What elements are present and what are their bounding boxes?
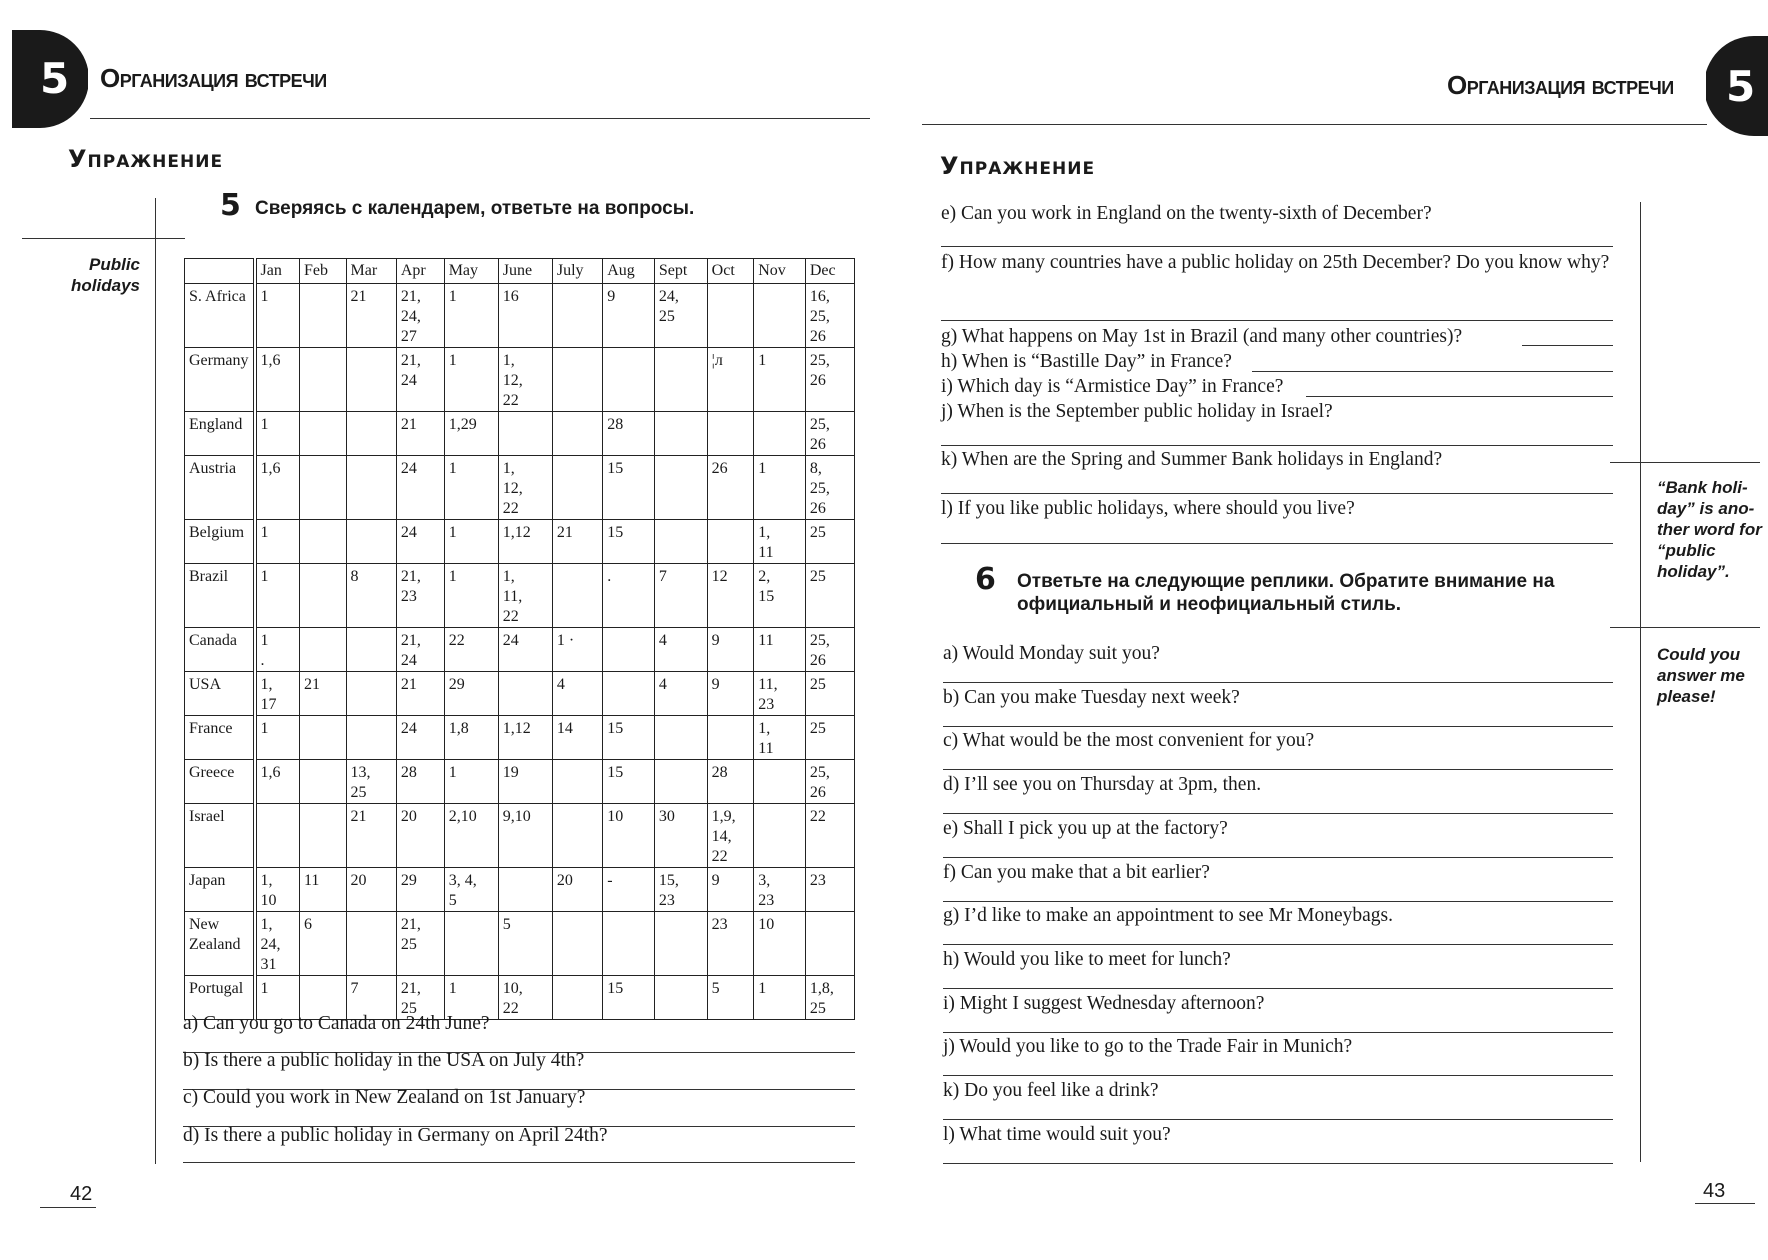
page-number-rule-left bbox=[40, 1207, 96, 1208]
holiday-dates-cell bbox=[346, 348, 396, 412]
holiday-dates-cell: 1 bbox=[255, 284, 300, 348]
holiday-dates-cell: 2, 15 bbox=[754, 564, 806, 628]
country-cell: Canada bbox=[185, 628, 255, 672]
holiday-dates-cell: 7 bbox=[654, 564, 707, 628]
holiday-dates-cell bbox=[654, 976, 707, 1020]
header-rule-left bbox=[90, 118, 870, 119]
country-cell: Germany bbox=[185, 348, 255, 412]
country-cell: Brazil bbox=[185, 564, 255, 628]
holiday-dates-cell bbox=[346, 912, 396, 976]
header-rule-right bbox=[922, 124, 1707, 125]
month-header: Oct bbox=[707, 259, 754, 284]
holiday-dates-cell: 29 bbox=[444, 672, 498, 716]
holiday-dates-cell: 12 bbox=[707, 564, 754, 628]
holiday-dates-cell bbox=[299, 412, 346, 456]
margin-divider-right bbox=[1640, 202, 1641, 1162]
holiday-dates-cell bbox=[654, 912, 707, 976]
month-header: July bbox=[552, 259, 602, 284]
holiday-dates-cell: 15 bbox=[603, 716, 655, 760]
month-header: Aug bbox=[603, 259, 655, 284]
holiday-dates-cell: 25 bbox=[805, 564, 854, 628]
country-cell: Portugal bbox=[185, 976, 255, 1020]
holiday-dates-cell bbox=[498, 868, 552, 912]
reply-prompt: i) Might I suggest Wednesday afternoon? bbox=[943, 992, 1265, 1014]
reply-prompt: j) Would you like to go to the Trade Fair in Munich? bbox=[943, 1036, 1353, 1058]
holiday-dates-cell: 16, 25, 26 bbox=[805, 284, 854, 348]
holiday-dates-cell: 6 bbox=[299, 912, 346, 976]
holiday-dates-cell bbox=[255, 804, 300, 868]
holiday-dates-cell: 25, 26 bbox=[805, 412, 854, 456]
holiday-dates-cell: 25, 26 bbox=[805, 348, 854, 412]
table-row bbox=[185, 628, 855, 672]
holiday-dates-cell: 1,9, 14, 22 bbox=[707, 804, 754, 868]
country-cell: Japan bbox=[185, 868, 255, 912]
holiday-dates-cell: 9 bbox=[707, 628, 754, 672]
holiday-dates-cell bbox=[299, 804, 346, 868]
holiday-dates-cell: 15 bbox=[603, 760, 655, 804]
question-d: d) Is there a public holiday in Germany on April 24th? bbox=[183, 1125, 608, 1146]
holiday-dates-cell bbox=[552, 912, 602, 976]
answer-line-l[interactable] bbox=[941, 543, 1613, 544]
holiday-dates-cell bbox=[299, 628, 346, 672]
holiday-dates-cell bbox=[603, 628, 655, 672]
month-header: Dec bbox=[805, 259, 854, 284]
holiday-dates-cell: 21 bbox=[346, 284, 396, 348]
holiday-dates-cell bbox=[603, 912, 655, 976]
holiday-dates-cell bbox=[346, 520, 396, 564]
holiday-dates-cell bbox=[552, 804, 602, 868]
holiday-dates-cell: 1,6 bbox=[255, 760, 300, 804]
holiday-dates-cell bbox=[707, 412, 754, 456]
holiday-dates-cell bbox=[552, 760, 602, 804]
holiday-dates-cell bbox=[552, 412, 602, 456]
holiday-dates-cell: 26 bbox=[707, 456, 754, 520]
month-header: Feb bbox=[299, 259, 346, 284]
answer-line-k[interactable] bbox=[941, 493, 1613, 494]
reply-prompt: c) What would be the most convenient for you? bbox=[943, 730, 1315, 752]
holiday-dates-cell: 7 bbox=[346, 976, 396, 1020]
table-row bbox=[185, 412, 855, 456]
holiday-dates-cell: 1 bbox=[754, 348, 806, 412]
holiday-dates-cell: 5 bbox=[498, 912, 552, 976]
instruction-text-5: Сверяясь с календарем, ответьте на вопросы. bbox=[255, 198, 695, 219]
table-row bbox=[185, 564, 855, 628]
holiday-dates-cell: 1,29 bbox=[444, 412, 498, 456]
holiday-dates-cell bbox=[346, 672, 396, 716]
holiday-dates-cell: 8 bbox=[346, 564, 396, 628]
holiday-dates-cell: 30 bbox=[654, 804, 707, 868]
reply-prompt: h) Would you like to meet for lunch? bbox=[943, 948, 1231, 970]
holiday-dates-cell: 28 bbox=[707, 760, 754, 804]
holiday-dates-cell: 21, 24, 27 bbox=[396, 284, 444, 348]
holiday-dates-cell bbox=[498, 412, 552, 456]
holiday-dates-cell: 15 bbox=[603, 456, 655, 520]
holiday-dates-cell: 29 bbox=[396, 868, 444, 912]
country-cell: S. Africa bbox=[185, 284, 255, 348]
holiday-dates-cell: 1,6 bbox=[255, 348, 300, 412]
holiday-dates-cell: 14 bbox=[552, 716, 602, 760]
answer-line-h[interactable] bbox=[1252, 371, 1613, 372]
holiday-dates-cell bbox=[654, 412, 707, 456]
holiday-dates-cell bbox=[707, 520, 754, 564]
holiday-dates-cell bbox=[552, 976, 602, 1020]
margin-rule-right-1 bbox=[1610, 462, 1760, 463]
month-header: Mar bbox=[346, 259, 396, 284]
holiday-dates-cell bbox=[299, 284, 346, 348]
margin-note-public-holidays: Public holidays bbox=[71, 255, 140, 295]
holiday-dates-cell bbox=[754, 804, 806, 868]
holiday-dates-cell bbox=[754, 412, 806, 456]
reply-answer-line[interactable] bbox=[943, 1163, 1613, 1164]
holiday-dates-cell bbox=[552, 348, 602, 412]
holiday-dates-cell bbox=[346, 628, 396, 672]
holiday-dates-cell: 1, 11 bbox=[754, 716, 806, 760]
margin-note-bank-holiday: “Bank holi-day” is ano-ther word for “public holiday”. bbox=[1657, 478, 1762, 581]
holiday-dates-cell: - bbox=[603, 868, 655, 912]
holiday-dates-cell: 1 bbox=[255, 564, 300, 628]
holiday-dates-cell: 21 bbox=[552, 520, 602, 564]
answer-line-d[interactable] bbox=[183, 1162, 855, 1163]
reply-prompt: b) Can you make Tuesday next week? bbox=[943, 686, 1240, 708]
holiday-dates-cell: 20 bbox=[346, 868, 396, 912]
exercise-heading-right: Упражнение bbox=[940, 152, 1096, 180]
holiday-dates-cell: 21, 25 bbox=[396, 976, 444, 1020]
holiday-dates-cell: 1 bbox=[444, 520, 498, 564]
holiday-dates-cell bbox=[299, 348, 346, 412]
holiday-dates-cell: 9,10 bbox=[498, 804, 552, 868]
holiday-dates-cell: 3, 4, 5 bbox=[444, 868, 498, 912]
page-number-left: 42 bbox=[70, 1183, 93, 1205]
reply-prompt: g) I’d like to make an appointment to see Mr Moneybags. bbox=[943, 905, 1394, 927]
holiday-dates-cell bbox=[707, 716, 754, 760]
holiday-dates-cell: 8, 25, 26 bbox=[805, 456, 854, 520]
table-row bbox=[185, 348, 855, 412]
chapter-number-right: 5 bbox=[1726, 62, 1756, 111]
table-row bbox=[185, 760, 855, 804]
holiday-dates-cell: 1 bbox=[444, 284, 498, 348]
holiday-dates-cell: 1,12 bbox=[498, 716, 552, 760]
holiday-dates-cell: 3, 23 bbox=[754, 868, 806, 912]
holiday-dates-cell: 11, 23 bbox=[754, 672, 806, 716]
holiday-dates-cell: 1 bbox=[754, 456, 806, 520]
holiday-dates-cell: 15, 23 bbox=[654, 868, 707, 912]
holiday-dates-cell: 20 bbox=[552, 868, 602, 912]
holiday-dates-cell: 25, 26 bbox=[805, 760, 854, 804]
instruction-number-6: 6 bbox=[975, 562, 996, 597]
country-cell: France bbox=[185, 716, 255, 760]
reply-prompt: e) Shall I pick you up at the factory? bbox=[943, 817, 1228, 839]
question-j: j) When is the September public holiday in Israel? bbox=[941, 401, 1333, 422]
holiday-dates-cell: 4 bbox=[654, 628, 707, 672]
table-header-row bbox=[185, 259, 855, 284]
question-h: h) When is “Bastille Day” in France? bbox=[941, 351, 1232, 372]
country-cell: Belgium bbox=[185, 520, 255, 564]
answer-line-i[interactable] bbox=[1306, 396, 1613, 397]
holiday-dates-cell bbox=[654, 716, 707, 760]
question-l: l) If you like public holidays, where should you live? bbox=[941, 498, 1355, 519]
holiday-dates-cell: 11 bbox=[299, 868, 346, 912]
holiday-dates-cell: 1 bbox=[255, 716, 300, 760]
margin-rule-left bbox=[22, 238, 185, 239]
holiday-dates-cell: 4 bbox=[654, 672, 707, 716]
holiday-dates-cell: 21 bbox=[346, 804, 396, 868]
holiday-dates-cell: 21 bbox=[396, 412, 444, 456]
holiday-dates-cell: 1 bbox=[444, 976, 498, 1020]
question-a: a) Can you go to Canada on 24th June? bbox=[183, 1013, 490, 1034]
table-row bbox=[185, 456, 855, 520]
holiday-dates-cell: 21, 25 bbox=[396, 912, 444, 976]
margin-rule-right-2 bbox=[1610, 627, 1760, 628]
holiday-dates-cell: 13, 25 bbox=[346, 760, 396, 804]
holiday-dates-cell: 1, 11 bbox=[754, 520, 806, 564]
holiday-dates-cell: 1,12 bbox=[498, 520, 552, 564]
holiday-dates-cell: 15 bbox=[603, 520, 655, 564]
holiday-dates-cell bbox=[654, 456, 707, 520]
month-header: Sept bbox=[654, 259, 707, 284]
holiday-dates-cell: 1 bbox=[754, 976, 806, 1020]
holiday-dates-cell bbox=[707, 284, 754, 348]
holiday-dates-cell: 28 bbox=[603, 412, 655, 456]
holiday-dates-cell: 1,8, 25 bbox=[805, 976, 854, 1020]
holiday-dates-cell: 1 bbox=[255, 520, 300, 564]
holiday-dates-cell bbox=[299, 520, 346, 564]
holiday-dates-cell: 22 bbox=[444, 628, 498, 672]
holiday-dates-cell: 24, 25 bbox=[654, 284, 707, 348]
country-cell: England bbox=[185, 412, 255, 456]
holiday-dates-cell bbox=[603, 672, 655, 716]
holiday-dates-cell: 24 bbox=[396, 716, 444, 760]
holiday-dates-cell: 1, 10 bbox=[255, 868, 300, 912]
holiday-dates-cell: 9 bbox=[707, 868, 754, 912]
holiday-dates-cell: 1 . bbox=[255, 628, 300, 672]
holiday-dates-cell: 4 bbox=[552, 672, 602, 716]
holiday-dates-cell bbox=[654, 348, 707, 412]
holiday-dates-cell: . bbox=[603, 564, 655, 628]
holiday-dates-cell: 1 bbox=[444, 348, 498, 412]
holiday-dates-cell: 5 bbox=[707, 976, 754, 1020]
holiday-dates-cell: 21 bbox=[396, 672, 444, 716]
holiday-dates-cell bbox=[754, 760, 806, 804]
reply-prompt: f) Can you make that a bit earlier? bbox=[943, 861, 1210, 883]
page-number-rule-right bbox=[1695, 1203, 1755, 1204]
holiday-dates-cell: 22 bbox=[805, 804, 854, 868]
answer-line-e[interactable] bbox=[941, 246, 1613, 247]
holiday-dates-cell bbox=[299, 564, 346, 628]
holiday-dates-cell bbox=[299, 760, 346, 804]
holiday-dates-cell bbox=[754, 284, 806, 348]
holiday-dates-cell: 25 bbox=[805, 520, 854, 564]
month-header: May bbox=[444, 259, 498, 284]
holiday-dates-cell: ¦л bbox=[707, 348, 754, 412]
holiday-dates-cell: 15 bbox=[603, 976, 655, 1020]
holiday-dates-cell bbox=[552, 564, 602, 628]
holiday-dates-cell: 1 bbox=[255, 412, 300, 456]
holiday-dates-cell bbox=[552, 284, 602, 348]
table-row bbox=[185, 672, 855, 716]
holiday-dates-cell: 21, 24 bbox=[396, 628, 444, 672]
month-header: June bbox=[498, 259, 552, 284]
holiday-dates-cell bbox=[654, 520, 707, 564]
question-c: c) Could you work in New Zealand on 1st January? bbox=[183, 1087, 586, 1108]
holiday-dates-cell bbox=[346, 456, 396, 520]
holiday-dates-cell bbox=[603, 348, 655, 412]
holiday-dates-cell: 25, 26 bbox=[805, 628, 854, 672]
holiday-dates-cell: 23 bbox=[805, 868, 854, 912]
holiday-dates-cell: 21, 23 bbox=[396, 564, 444, 628]
table-row bbox=[185, 284, 855, 348]
country-cell: Israel bbox=[185, 804, 255, 868]
holiday-dates-cell: 1, 17 bbox=[255, 672, 300, 716]
month-header: Jan bbox=[255, 259, 300, 284]
holiday-dates-cell bbox=[346, 716, 396, 760]
margin-divider-left bbox=[155, 198, 156, 1164]
instruction-number-5: 5 bbox=[220, 188, 241, 223]
answer-line-f[interactable] bbox=[941, 320, 1613, 321]
question-b: b) Is there a public holiday in the USA on July 4th? bbox=[183, 1050, 585, 1071]
holiday-dates-cell bbox=[805, 912, 854, 976]
holiday-dates-cell: 10, 22 bbox=[498, 976, 552, 1020]
month-header: Apr bbox=[396, 259, 444, 284]
question-f: f) How many countries have a public holiday on 25th December? Do you know why? bbox=[941, 252, 1610, 273]
holiday-dates-cell: 16 bbox=[498, 284, 552, 348]
reply-prompt: k) Do you feel like a drink? bbox=[943, 1080, 1159, 1101]
answer-line-g[interactable] bbox=[1522, 345, 1613, 346]
holiday-dates-cell bbox=[346, 412, 396, 456]
holiday-dates-cell: 1, 12, 22 bbox=[498, 348, 552, 412]
holiday-dates-cell: 21 bbox=[299, 672, 346, 716]
holiday-dates-cell bbox=[654, 760, 707, 804]
question-e: e) Can you work in England on the twenty-sixth of December? bbox=[941, 203, 1432, 224]
holiday-dates-cell: 1 bbox=[444, 456, 498, 520]
chapter-number-left: 5 bbox=[40, 54, 70, 103]
holiday-dates-cell: 1 bbox=[255, 976, 300, 1020]
holiday-dates-cell: 1,8 bbox=[444, 716, 498, 760]
holiday-dates-cell: 9 bbox=[707, 672, 754, 716]
country-cell: Austria bbox=[185, 456, 255, 520]
holiday-dates-cell: 24 bbox=[498, 628, 552, 672]
table-row bbox=[185, 804, 855, 868]
holiday-dates-cell: 1, 12, 22 bbox=[498, 456, 552, 520]
holiday-calendar-table bbox=[184, 258, 855, 1020]
holiday-dates-cell: 25 bbox=[805, 672, 854, 716]
holiday-dates-cell bbox=[444, 912, 498, 976]
reply-prompt: d) I’ll see you on Thursday at 3pm, then. bbox=[943, 774, 1262, 796]
table-row bbox=[185, 716, 855, 760]
question-i: i) Which day is “Armistice Day” in France? bbox=[941, 376, 1284, 397]
holiday-dates-cell: 19 bbox=[498, 760, 552, 804]
question-k: k) When are the Spring and Summer Bank holidays in England? bbox=[941, 449, 1443, 470]
holiday-dates-cell: 1, 24, 31 bbox=[255, 912, 300, 976]
holiday-dates-cell bbox=[299, 716, 346, 760]
table-row bbox=[185, 912, 855, 976]
table-corner-cell bbox=[185, 259, 255, 284]
holiday-dates-cell: 10 bbox=[603, 804, 655, 868]
holiday-dates-cell: 1,6 bbox=[255, 456, 300, 520]
holiday-dates-cell: 1 bbox=[444, 564, 498, 628]
holiday-dates-cell: 2,10 bbox=[444, 804, 498, 868]
holiday-dates-cell: 9 bbox=[603, 284, 655, 348]
holiday-dates-cell: 1, 11, 22 bbox=[498, 564, 552, 628]
exercise-heading-left: Упражнение bbox=[68, 145, 224, 173]
holiday-dates-cell bbox=[498, 672, 552, 716]
question-g: g) What happens on May 1st in Brazil (and many other countries)? bbox=[941, 326, 1463, 347]
holiday-dates-cell: 25 bbox=[805, 716, 854, 760]
country-cell: Greece bbox=[185, 760, 255, 804]
holiday-dates-cell: 24 bbox=[396, 520, 444, 564]
holiday-dates-cell: 21, 24 bbox=[396, 348, 444, 412]
country-cell: USA bbox=[185, 672, 255, 716]
holiday-dates-cell bbox=[552, 456, 602, 520]
holiday-dates-cell: 28 bbox=[396, 760, 444, 804]
country-cell: New Zealand bbox=[185, 912, 255, 976]
holiday-dates-cell: 10 bbox=[754, 912, 806, 976]
margin-note-answer-me: Could you answer me please! bbox=[1657, 645, 1745, 706]
table-row bbox=[185, 868, 855, 912]
holiday-dates-cell: 1 bbox=[444, 760, 498, 804]
holiday-dates-cell bbox=[299, 456, 346, 520]
holiday-dates-cell: 1 · bbox=[552, 628, 602, 672]
table-row bbox=[185, 520, 855, 564]
page-number-right: 43 bbox=[1703, 1180, 1726, 1202]
holiday-dates-cell: 20 bbox=[396, 804, 444, 868]
holiday-dates-cell: 11 bbox=[754, 628, 806, 672]
reply-prompt: a) Would Monday suit you? bbox=[943, 643, 1160, 664]
reply-prompt: l) What time would suit you? bbox=[943, 1123, 1171, 1145]
month-header: Nov bbox=[754, 259, 806, 284]
chapter-title-left: Организация встречи bbox=[100, 63, 327, 93]
chapter-title-right: Организация встречи bbox=[1447, 70, 1674, 100]
holiday-dates-cell: 23 bbox=[707, 912, 754, 976]
instruction-text-6: Ответьте на следующие реплики. Обратите внимание на официальный и неофициальный стиль. bbox=[1017, 571, 1555, 615]
holiday-dates-cell: 24 bbox=[396, 456, 444, 520]
